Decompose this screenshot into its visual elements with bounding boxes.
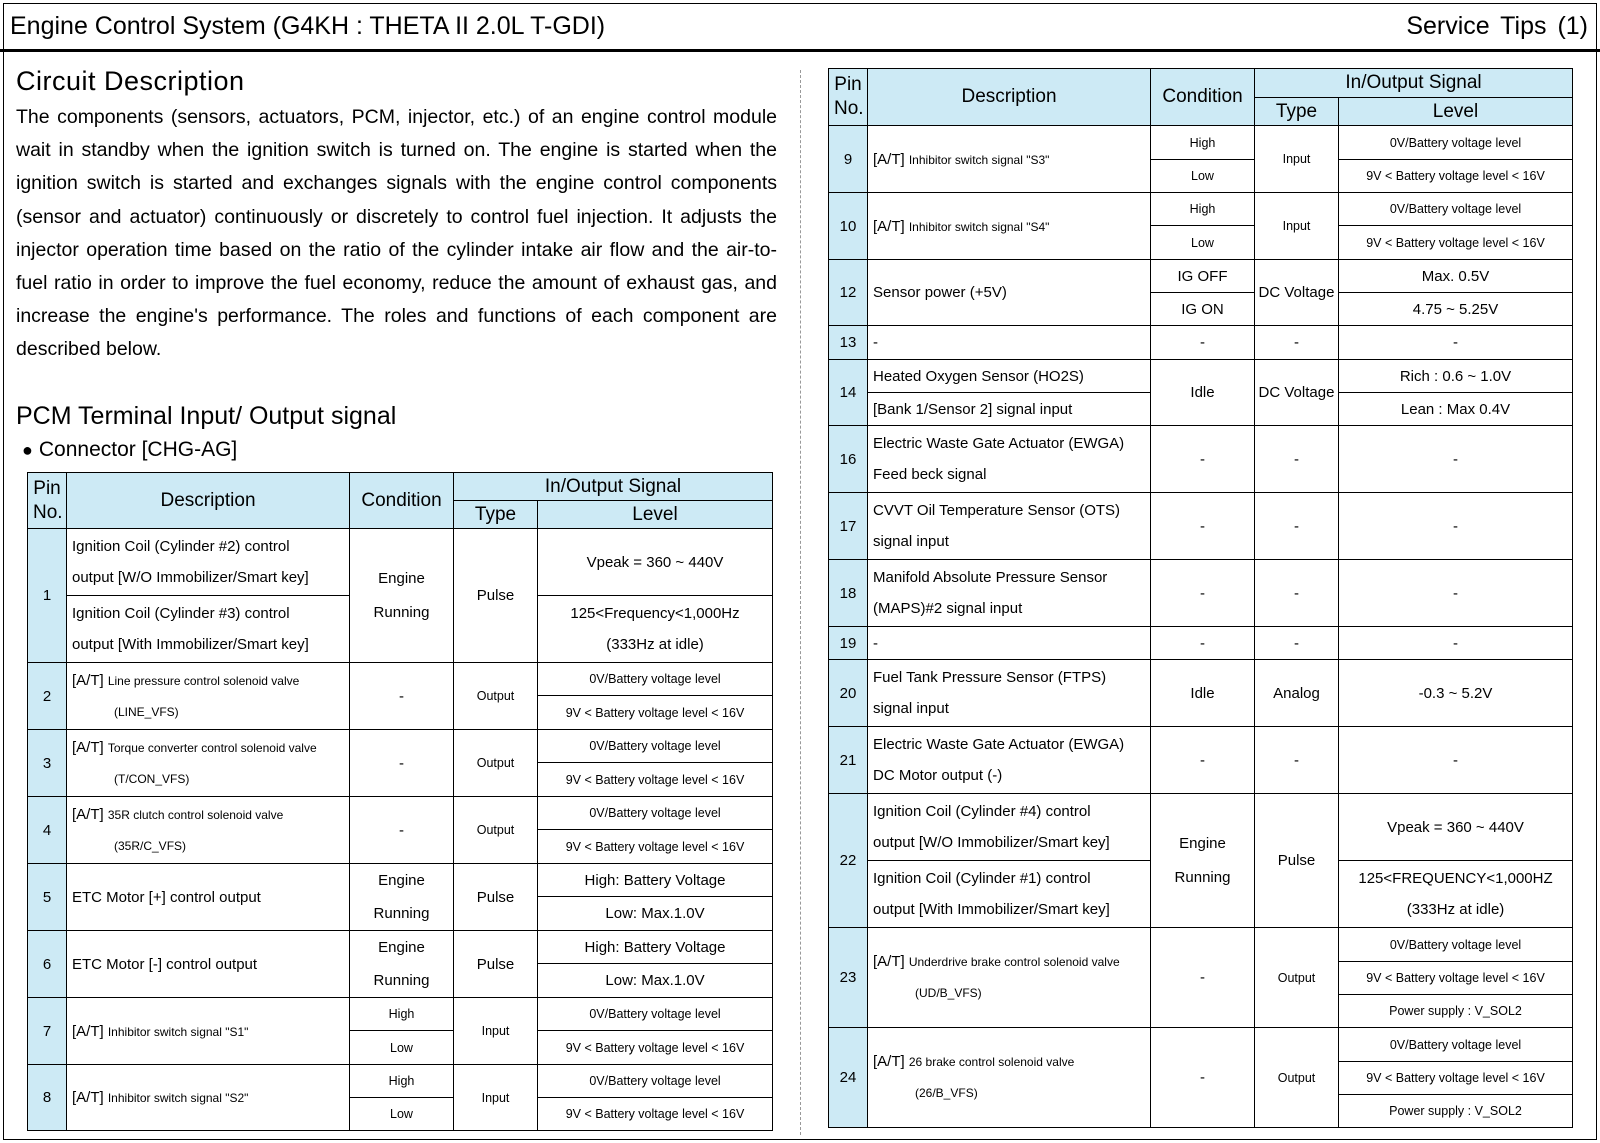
table-row	[829, 260, 1573, 293]
pin-number: 23	[829, 928, 868, 1028]
pin-number: 14	[829, 360, 868, 426]
pin-description: [A/T] 35R clutch control solenoid valve (35R/C_VFS)	[67, 797, 350, 864]
pin-condition: High	[1151, 193, 1255, 226]
pin-description: Ignition Coil (Cylinder #4) control output [W/O Immobilizer/Smart key]	[868, 794, 1151, 861]
pin-level: -	[1339, 493, 1573, 560]
pin-description: Manifold Absolute Pressure Sensor (MAPS)#2 signal input	[868, 560, 1151, 627]
pin-description: [A/T] 26 brake control solenoid valve (26/B_VFS)	[868, 1028, 1151, 1128]
pin-condition: -	[1151, 560, 1255, 627]
pin-level: 9V < Battery voltage level < 16V	[1339, 160, 1573, 193]
pin-type: Output	[454, 663, 538, 730]
pin-type: -	[1255, 560, 1339, 627]
pin-type: Input	[1255, 193, 1339, 260]
pin-level: 9V < Battery voltage level < 16V	[1339, 226, 1573, 260]
pin-level: 0V/Battery voltage level	[1339, 126, 1573, 160]
header-condition: Condition	[1151, 69, 1255, 126]
pin-description: [A/T] Inhibitor switch signal "S2"	[67, 1065, 350, 1131]
pin-level: 9V < Battery voltage level < 16V	[1339, 1062, 1573, 1095]
header-pin: Pin No.	[829, 69, 868, 126]
pin-condition: Engine Running	[1151, 794, 1255, 928]
pin-description: [A/T] Inhibitor switch signal "S4"	[868, 193, 1151, 260]
pin-level: 125<FREQUENCY<1,000HZ (333Hz at idle)	[1339, 861, 1573, 928]
pin-number: 3	[28, 730, 67, 797]
table-row	[28, 529, 773, 596]
pin-number: 5	[28, 864, 67, 931]
pin-condition: Engine Running	[350, 931, 454, 998]
table-row	[829, 193, 1573, 226]
pin-description: -	[868, 627, 1151, 660]
pin-type: -	[1255, 627, 1339, 660]
pin-description: Electric Waste Gate Actuator (EWGA) Feed beck signal	[868, 426, 1151, 493]
pin-condition: -	[350, 730, 454, 797]
pin-description: -	[868, 326, 1151, 360]
pin-level: 0V/Battery voltage level	[538, 663, 773, 696]
pin-table-left	[27, 472, 773, 1131]
pin-condition: -	[1151, 627, 1255, 660]
table-row	[28, 864, 773, 897]
table-row	[829, 326, 1573, 360]
column-divider	[800, 70, 801, 1135]
pin-condition: High	[350, 1065, 454, 1098]
pin-description: [A/T] Line pressure control solenoid valve (LINE_VFS)	[67, 663, 350, 730]
table-row	[829, 727, 1573, 794]
pin-description: Sensor power (+5V)	[868, 260, 1151, 326]
table-row	[829, 360, 1573, 393]
table-row	[28, 998, 773, 1031]
table-row	[829, 660, 1573, 727]
pin-type: DC Voltage	[1255, 360, 1339, 426]
pin-type: Output	[454, 730, 538, 797]
table-row	[829, 1028, 1573, 1062]
table-row	[829, 426, 1573, 493]
pin-condition: -	[1151, 426, 1255, 493]
pin-condition: Engine Running	[350, 529, 454, 663]
circuit-description-text: The components (sensors, actuators, PCM, injector, etc.) of an engine control module wait in standby when the ignition switch is turned on. The engine is started when the ignition switch is started and exchanges signals with the engine control components (sensor and actuator) continuously or discretely to control fuel injection. It adjusts the injector operation time based on the ratio of the cylinder intake air flow and the air-to-fuel ratio in order to improve the fuel economy, reduce the amount of exhaust gas, and increase the engine's performance. The roles and functions of each component are described below.	[16, 106, 777, 361]
pin-type: -	[1255, 727, 1339, 794]
pin-condition: Idle	[1151, 660, 1255, 727]
header-type: Type	[1255, 98, 1339, 126]
pin-description: ETC Motor [+] control output	[67, 864, 350, 931]
pin-number: 9	[829, 126, 868, 193]
pin-level: 0V/Battery voltage level	[1339, 1028, 1573, 1062]
table-row	[829, 126, 1573, 160]
pin-level: Vpeak = 360 ~ 440V	[538, 529, 773, 596]
pin-type: -	[1255, 326, 1339, 360]
pin-level: 0V/Battery voltage level	[538, 730, 773, 763]
pin-level: 125<Frequency<1,000Hz (333Hz at idle)	[538, 596, 773, 663]
pin-type: Input	[454, 998, 538, 1065]
pin-description: Heated Oxygen Sensor (HO2S)	[868, 360, 1151, 393]
pin-level: -	[1339, 326, 1573, 360]
pin-level: 0V/Battery voltage level	[538, 1065, 773, 1098]
pin-level: 0V/Battery voltage level	[538, 998, 773, 1031]
pin-condition: Idle	[1151, 360, 1255, 426]
pin-condition: IG ON	[1151, 293, 1255, 326]
pin-level: 9V < Battery voltage level < 16V	[538, 1031, 773, 1065]
pin-level: 9V < Battery voltage level < 16V	[538, 1098, 773, 1131]
pin-description: Ignition Coil (Cylinder #1) control output [With Immobilizer/Smart key]	[868, 861, 1151, 928]
pin-condition: -	[350, 663, 454, 730]
pin-level: High: Battery Voltage	[538, 864, 773, 897]
connector-name: Connector [CHG-AG]	[38, 438, 238, 461]
pin-number: 22	[829, 794, 868, 928]
page-number: (1)	[1557, 12, 1588, 40]
pin-level: 9V < Battery voltage level < 16V	[538, 696, 773, 730]
table-row	[829, 627, 1573, 660]
pin-level: -	[1339, 627, 1573, 660]
service-tips-label: Service Tips	[1406, 12, 1547, 40]
pin-level: High: Battery Voltage	[538, 931, 773, 964]
header-level: Level	[538, 501, 773, 529]
pin-number: 7	[28, 998, 67, 1065]
connector-label	[22, 438, 237, 462]
pin-number: 1	[28, 529, 67, 663]
pin-number: 6	[28, 931, 67, 998]
pin-condition: -	[1151, 1028, 1255, 1128]
pin-type: DC Voltage	[1255, 260, 1339, 326]
header-description: Description	[67, 473, 350, 529]
pin-condition: Low	[1151, 160, 1255, 193]
header-condition: Condition	[350, 473, 454, 529]
pin-type: Pulse	[454, 931, 538, 998]
table-row	[28, 1065, 773, 1098]
table-row	[28, 797, 773, 830]
table-row	[28, 663, 773, 696]
bullet-icon: ●	[22, 440, 33, 460]
pin-description: [A/T] Underdrive brake control solenoid valve (UD/B_VFS)	[868, 928, 1151, 1028]
pin-condition: Low	[350, 1098, 454, 1131]
pin-condition: -	[350, 797, 454, 864]
pin-number: 8	[28, 1065, 67, 1131]
pin-description: [A/T] Inhibitor switch signal "S1"	[67, 998, 350, 1065]
pin-type: Output	[1255, 928, 1339, 1028]
pin-description: ETC Motor [-] control output	[67, 931, 350, 998]
pin-number: 24	[829, 1028, 868, 1128]
pin-condition: -	[1151, 493, 1255, 560]
pin-level: 9V < Battery voltage level < 16V	[538, 830, 773, 864]
pin-description: [Bank 1/Sensor 2] signal input	[868, 393, 1151, 426]
pin-condition: -	[1151, 727, 1255, 794]
pin-type: Input	[1255, 126, 1339, 193]
pin-description: CVVT Oil Temperature Sensor (OTS) signal input	[868, 493, 1151, 560]
pin-level: 9V < Battery voltage level < 16V	[538, 763, 773, 797]
pin-level: Lean : Max 0.4V	[1339, 393, 1573, 426]
pin-description: [A/T] Torque converter control solenoid valve (T/CON_VFS)	[67, 730, 350, 797]
pin-type: Output	[1255, 1028, 1339, 1128]
table-row	[829, 928, 1573, 962]
header-level: Level	[1339, 98, 1573, 126]
pin-level: 0V/Battery voltage level	[538, 797, 773, 830]
pin-type: Pulse	[454, 529, 538, 663]
pin-level: -	[1339, 727, 1573, 794]
pin-type: Pulse	[1255, 794, 1339, 928]
pin-condition: Low	[350, 1031, 454, 1065]
page-header	[0, 0, 1600, 52]
pin-condition: Engine Running	[350, 864, 454, 931]
pin-number: 12	[829, 260, 868, 326]
pin-number: 18	[829, 560, 868, 627]
header-io-signal: In/Output Signal	[1255, 69, 1573, 98]
pin-number: 13	[829, 326, 868, 360]
pin-number: 10	[829, 193, 868, 260]
pin-level: 9V < Battery voltage level < 16V	[1339, 962, 1573, 995]
pcm-terminal-title: PCM Terminal Input/ Output signal	[16, 402, 397, 430]
pin-condition: High	[350, 998, 454, 1031]
table-row	[829, 560, 1573, 627]
pin-number: 20	[829, 660, 868, 727]
pin-description: Ignition Coil (Cylinder #3) control output [With Immobilizer/Smart key]	[67, 596, 350, 663]
pin-type: Pulse	[454, 864, 538, 931]
pin-type: -	[1255, 493, 1339, 560]
pin-type: -	[1255, 426, 1339, 493]
table-row	[28, 730, 773, 763]
pin-level: 0V/Battery voltage level	[1339, 928, 1573, 962]
section-label	[1406, 12, 1588, 41]
pin-level: 4.75 ~ 5.25V	[1339, 293, 1573, 326]
pin-condition: IG OFF	[1151, 260, 1255, 293]
header-description: Description	[868, 69, 1151, 126]
pin-description: Ignition Coil (Cylinder #2) control output [W/O Immobilizer/Smart key]	[67, 529, 350, 596]
pin-condition: Low	[1151, 226, 1255, 260]
pin-table-right	[828, 68, 1573, 1128]
pin-description: [A/T] Inhibitor switch signal "S3"	[868, 126, 1151, 193]
pin-level: Low: Max.1.0V	[538, 964, 773, 998]
pin-number: 19	[829, 627, 868, 660]
pin-level: Low: Max.1.0V	[538, 897, 773, 931]
table-row	[829, 493, 1573, 560]
pin-number: 17	[829, 493, 868, 560]
table-row	[829, 794, 1573, 861]
pin-type: Analog	[1255, 660, 1339, 727]
pin-level: -0.3 ~ 5.2V	[1339, 660, 1573, 727]
header-io-signal: In/Output Signal	[454, 473, 773, 501]
pin-description: Electric Waste Gate Actuator (EWGA) DC Motor output (-)	[868, 727, 1151, 794]
header-pin: Pin No.	[28, 473, 67, 529]
pin-type: Input	[454, 1065, 538, 1131]
pin-level: 0V/Battery voltage level	[1339, 193, 1573, 226]
pin-number: 21	[829, 727, 868, 794]
pin-number: 4	[28, 797, 67, 864]
pin-description: Fuel Tank Pressure Sensor (FTPS) signal input	[868, 660, 1151, 727]
table-row	[28, 931, 773, 964]
header-type: Type	[454, 501, 538, 529]
pin-condition: High	[1151, 126, 1255, 160]
pin-condition: -	[1151, 928, 1255, 1028]
pin-type: Output	[454, 797, 538, 864]
circuit-description-title: Circuit Description	[16, 66, 245, 96]
pin-number: 16	[829, 426, 868, 493]
pin-level: Rich : 0.6 ~ 1.0V	[1339, 360, 1573, 393]
pin-number: 2	[28, 663, 67, 730]
pin-level: -	[1339, 560, 1573, 627]
pin-level: Max. 0.5V	[1339, 260, 1573, 293]
pin-level: -	[1339, 426, 1573, 493]
pin-level: Vpeak = 360 ~ 440V	[1339, 794, 1573, 861]
pin-level: Power supply : V_SOL2	[1339, 1095, 1573, 1128]
pin-level: Power supply : V_SOL2	[1339, 995, 1573, 1028]
pin-condition: -	[1151, 326, 1255, 360]
document-title: Engine Control System (G4KH : THETA II 2.0L T-GDI)	[10, 12, 606, 40]
